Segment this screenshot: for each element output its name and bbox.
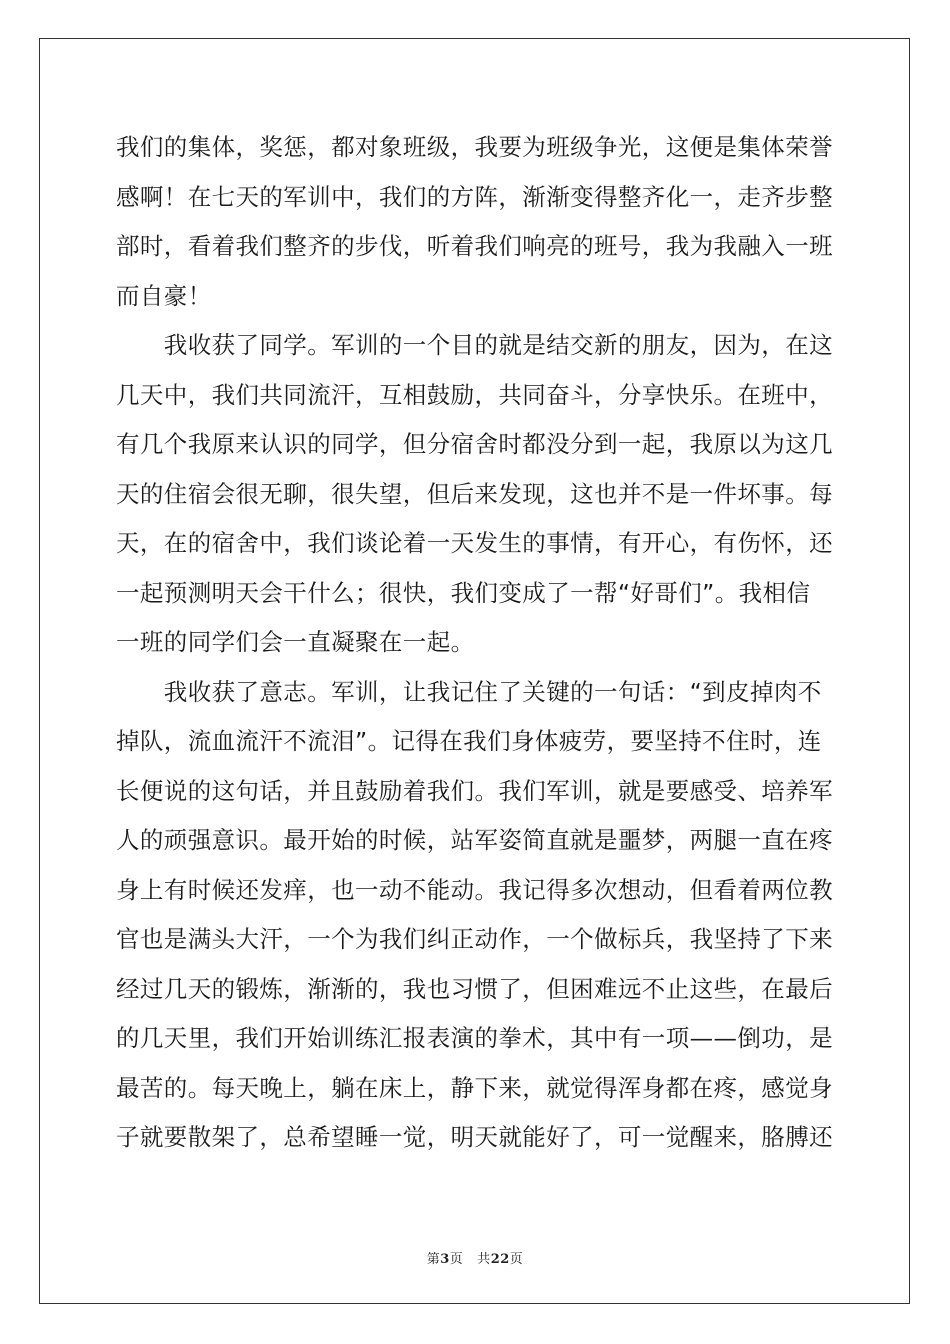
text-line: 官也是满头大汗，一个为我们纠正动作，一个做标兵，我坚持了下来 bbox=[116, 925, 833, 953]
text-line: 的几天里，我们开始训练汇报表演的拳术，其中有一项——倒功，是 bbox=[116, 1024, 833, 1052]
total-suffix: 页 bbox=[509, 1252, 524, 1267]
text-line: 天的住宿会很无聊，很失望，但后来发现，这也并不是一件坏事。每 bbox=[116, 479, 833, 508]
text-line: 长便说的这句话，并且鼓励着我们。我们军训，就是要感受、培养军 bbox=[116, 776, 833, 805]
text-line: 感啊！在七天的军训中，我们的方阵，渐渐变得整齐化一，走齐步整 bbox=[116, 182, 833, 211]
text-line: 最苦的。每天晚上，躺在床上，静下来，就觉得浑身都在疼，感觉身 bbox=[116, 1073, 833, 1102]
text-line: 我收获了意志。军训，让我记住了关键的一句话：“到皮掉肉不 bbox=[116, 677, 822, 706]
text-line: 身上有时候还发痒，也一动不能动。我记得多次想动，但看着两位教 bbox=[116, 875, 833, 904]
page-total: 22 bbox=[490, 1252, 510, 1267]
text-line: 经过几天的锻炼，渐渐的，我也习惯了，但困难远不止这些，在最后 bbox=[116, 974, 833, 1003]
text-line: 几天中，我们共同流汗，互相鼓励，共同奋斗，分享快乐。在班中， bbox=[116, 380, 833, 409]
document-body bbox=[116, 123, 836, 1163]
text-line: 有几个我原来认识的同学，但分宿舍时都没分到一起，我原以为这几 bbox=[116, 430, 833, 458]
text-line: 子就要散架了，总希望睡一觉，明天就能好了，可一觉醒来，胳膊还 bbox=[116, 1123, 833, 1151]
text-line: 掉队，流血流汗不流泪”。记得在我们身体疲劳，要坚持不住时，连 bbox=[116, 727, 822, 755]
text-line: 我收获了同学。军训的一个目的就是结交新的朋友，因为，在这 bbox=[116, 331, 833, 359]
page-prefix: 第 bbox=[426, 1252, 441, 1267]
text-line: 一班的同学们会一直凝聚在一起。 bbox=[116, 628, 475, 656]
text-line: 而自豪！ bbox=[116, 281, 212, 310]
text-line: 部时，看着我们整齐的步伐，听着我们响亮的班号，我为我融入一班 bbox=[116, 232, 833, 260]
total-prefix: 共 bbox=[477, 1252, 491, 1267]
text-line: 人的顽强意识。最开始的时候，站军姿简直就是噩梦，两腿一直在疼 bbox=[116, 826, 833, 854]
text-line: 一起预测明天会干什么；很快，我们变成了一帮“好哥们”。我相信 bbox=[116, 578, 811, 607]
page-current: 3 bbox=[440, 1252, 450, 1267]
page-footer bbox=[0, 1248, 950, 1267]
text-line: 我们的集体，奖惩，都对象班级，我要为班级争光，这便是集体荣誉 bbox=[116, 133, 833, 161]
page-suffix: 页 bbox=[449, 1252, 464, 1267]
text-line: 天，在的宿舍中，我们谈论着一天发生的事情，有开心，有伤怀，还 bbox=[116, 529, 833, 557]
